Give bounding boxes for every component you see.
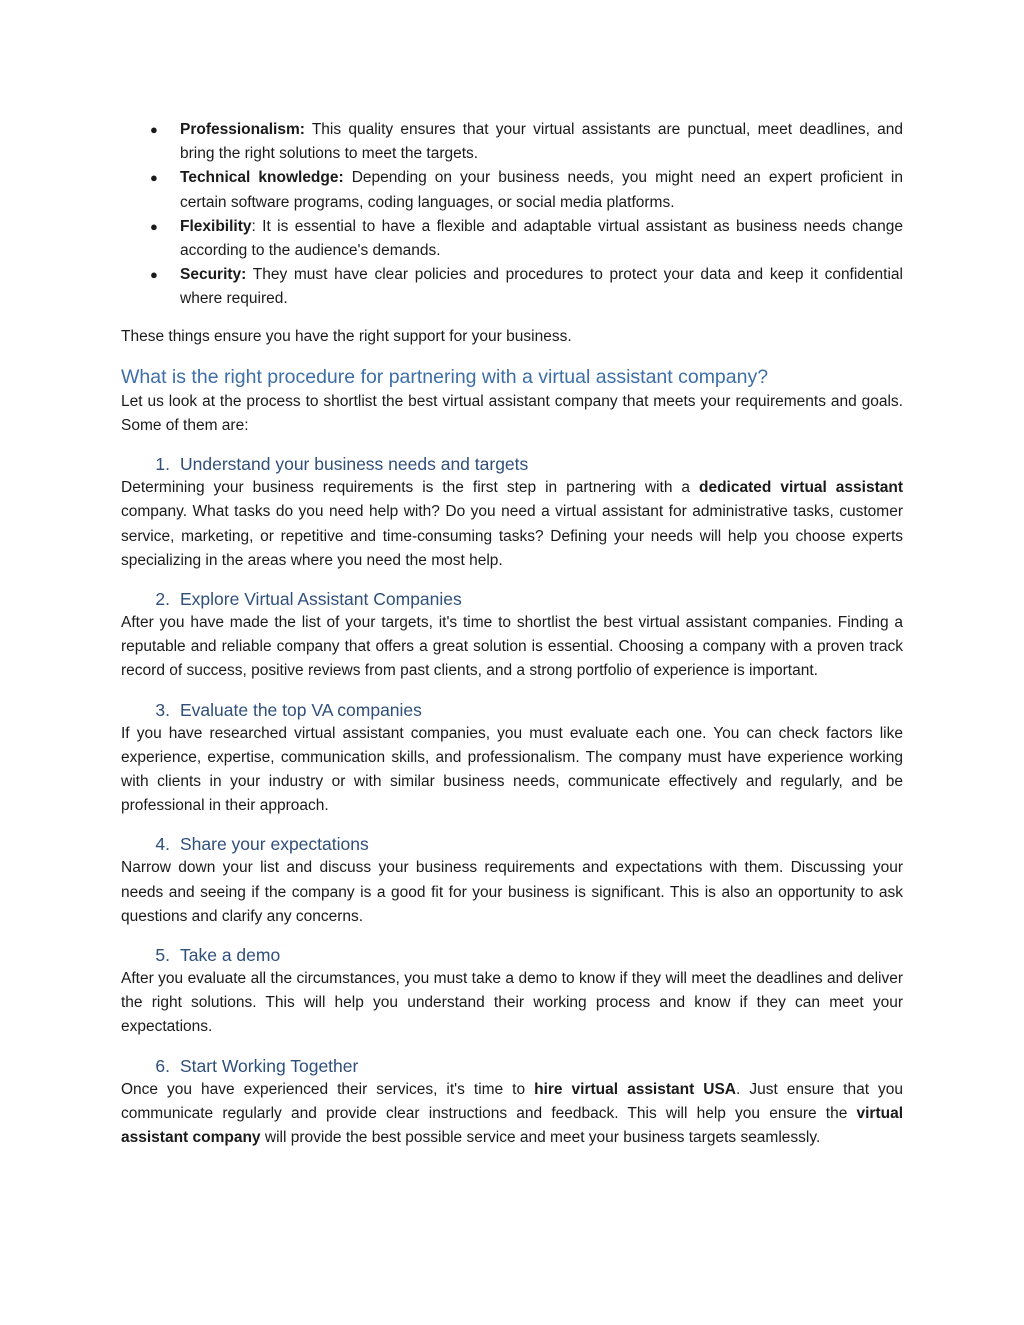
- document-page: [121, 118, 903, 1150]
- step-3: [121, 698, 903, 819]
- step-body: After you have made the list of your targets, it's time to shortlist the best virtual assistant companies. Finding a reputable and reliable company that offers a great solution is essential. Choosing a company with a proven track record of success, positive reviews from past clients, and a strong portfolio of experience is important.: [121, 614, 903, 680]
- summary-paragraph: These things ensure you have the right support for your business.: [121, 327, 572, 345]
- list-item: [121, 215, 903, 263]
- step-title: Evaluate the top VA companies: [180, 699, 422, 720]
- bullet-icon: ●: [150, 170, 158, 186]
- step-heading: [121, 587, 903, 611]
- step-body-bold: virtual assistant company: [121, 1104, 903, 1147]
- bullet-term: Security:: [180, 266, 247, 284]
- step-2: [121, 587, 903, 684]
- step-body: After you evaluate all the circumstances, you must take a demo to know if they will meet the deadlines and deliver the right solutions. This will help you understand their working process and know if they can meet your expectations.: [121, 970, 903, 1036]
- section-intro: Let us look at the process to shortlist the best virtual assistant company that meets your requirements and goals. Some of them are:: [121, 392, 903, 435]
- bullet-icon: ●: [150, 267, 158, 283]
- bullet-term: Flexibility: [180, 217, 252, 235]
- step-5: [121, 943, 903, 1040]
- bullet-text: They must have clear policies and procedures to protect your data and keep it confidential where required.: [180, 266, 903, 308]
- bullet-text: : It is essential to have a flexible and adaptable virtual assistant as business needs change according to the audience's demands.: [180, 217, 903, 260]
- section-heading: What is the right procedure for partnering with a virtual assistant company?: [121, 365, 769, 388]
- step-heading: [121, 452, 903, 476]
- step-4: [121, 832, 903, 929]
- list-item: [121, 166, 903, 214]
- step-heading: [121, 832, 903, 856]
- step-body-text: will provide the best possible service and meet your business targets seamlessly.: [260, 1129, 821, 1147]
- bullet-icon: ●: [150, 122, 158, 137]
- step-heading: [121, 943, 903, 967]
- step-number: 6.: [155, 1055, 170, 1076]
- step-title: Share your expectations: [180, 834, 369, 855]
- bullet-term: Professionalism:: [180, 121, 305, 138]
- bullet-icon: ●: [150, 218, 158, 234]
- step-number: 5.: [155, 945, 170, 966]
- step-body-text: Determining your business requirements is the first step in partnering with a: [121, 479, 699, 497]
- step-body: [121, 1078, 903, 1151]
- bullet-text: This quality ensures that your virtual assistants are punctual, meet deadlines, and bring the right solutions to meet the targets.: [180, 121, 903, 163]
- step-title: Take a demo: [180, 945, 281, 966]
- step-heading: [121, 698, 903, 722]
- step-number: 2.: [155, 589, 170, 610]
- step-heading: [121, 1054, 903, 1078]
- step-6: [121, 1054, 903, 1151]
- bullet-term: Technical knowledge:: [180, 169, 344, 187]
- step-body-bold: hire virtual assistant USA: [534, 1080, 737, 1098]
- qualities-list: [121, 118, 903, 312]
- bullet-text: Depending on your business needs, you might need an expert proficient in certain software programs, coding languages, or social media platforms.: [180, 169, 903, 211]
- step-number: 3.: [155, 699, 170, 720]
- list-item: [121, 263, 903, 311]
- step-1: [121, 452, 903, 573]
- step-body-bold: dedicated virtual assistant: [699, 479, 904, 497]
- step-body-text: . Just ensure that you communicate regularly and provide clear instructions and feedback. This will help you ensure the: [121, 1080, 904, 1122]
- step-body-text: company. What tasks do you need help with? Do you need a virtual assistant for administrative tasks, customer service, marketing, or repetitive and time-consuming tasks? Defining your needs will help you choose experts specializing in the areas where you need the most help.: [121, 503, 903, 569]
- step-body-text: Once you have experienced their services, it's time to: [121, 1080, 535, 1098]
- step-body: Narrow down your list and discuss your business requirements and expectations with them. Discussing your needs and seeing if the company is a good fit for your business is significant. This is also an opportunity to ask questions and clarify any concerns.: [121, 859, 903, 925]
- list-item: [121, 118, 903, 166]
- step-number: 4.: [155, 834, 170, 855]
- step-title: Explore Virtual Assistant Companies: [180, 589, 462, 610]
- step-body: [121, 476, 903, 573]
- step-body: If you have researched virtual assistant companies, you must evaluate each one. You can check factors like experience, expertise, communication skills, and professionalism. The company must have experience working with clients in your industry or with similar business needs, communicate effectively and regularly, and be professional in their approach.: [121, 724, 903, 815]
- step-title: Start Working Together: [180, 1055, 359, 1076]
- step-title: Understand your business needs and targets: [180, 454, 529, 475]
- step-number: 1.: [155, 454, 170, 475]
